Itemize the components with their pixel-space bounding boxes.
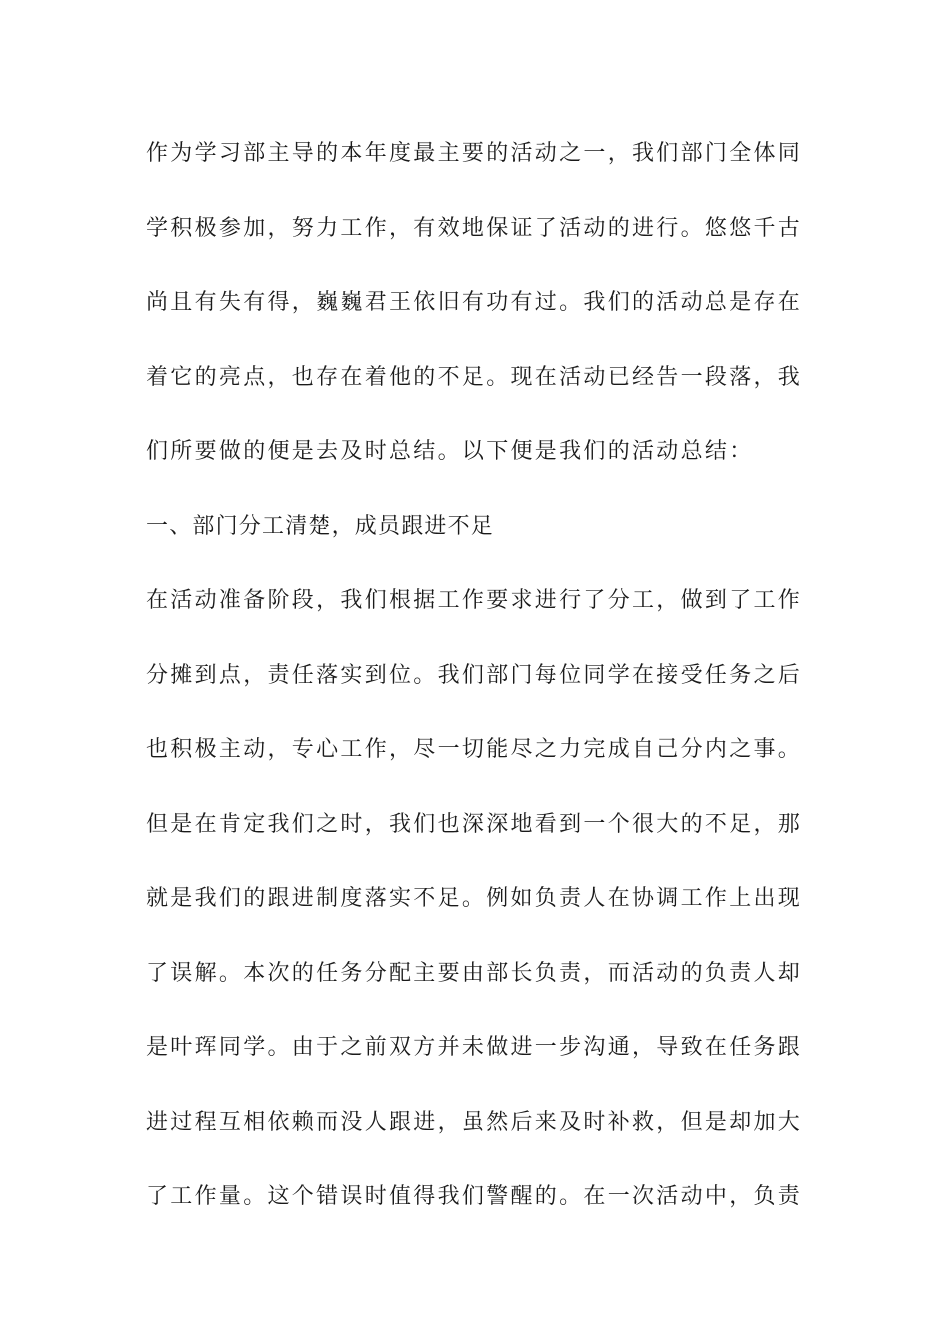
paragraph-line: 是叶珲同学。由于之前双方并未做进一步沟通，导致在任务跟 [146, 1035, 803, 1060]
paragraph-line: 尚且有失有得，巍巍君王依旧有功有过。我们的活动总是存在 [146, 290, 803, 315]
paragraph-line: 也积极主动，专心工作，尽一切能尽之力完成自己分内之事。 [146, 737, 803, 762]
paragraph-line: 作为学习部主导的本年度最主要的活动之一，我们部门全体同 [146, 141, 803, 166]
paragraph-line: 着它的亮点，也存在着他的不足。现在活动已经告一段落，我 [146, 364, 803, 390]
paragraph-line: 分摊到点，责任落实到位。我们部门每位同学在接受任务之后 [146, 662, 803, 688]
paragraph-line: 学积极参加，努力工作，有效地保证了活动的进行。悠悠千古 [146, 215, 803, 241]
document-body [146, 130, 806, 1248]
paragraph-line: 在活动准备阶段，我们根据工作要求进行了分工，做到了工作 [146, 588, 803, 613]
paragraph-line: 了工作量。这个错误时值得我们警醒的。在一次活动中，负责 [146, 1184, 803, 1209]
paragraph-line: 但是在肯定我们之时，我们也深深地看到一个很大的不足，那 [146, 811, 803, 837]
paragraph-line: 们所要做的便是去及时总结。以下便是我们的活动总结： [146, 439, 754, 464]
paragraph-line: 就是我们的跟进制度落实不足。例如负责人在协调工作上出现 [146, 886, 803, 911]
paragraph-line: 进过程互相依赖而没人跟进，虽然后来及时补救，但是却加大 [146, 1109, 803, 1135]
section-heading: 一、部门分工清楚，成员跟进不足 [146, 513, 495, 539]
paragraph-line: 了误解。本次的任务分配主要由部长负责，而活动的负责人却 [146, 960, 803, 986]
